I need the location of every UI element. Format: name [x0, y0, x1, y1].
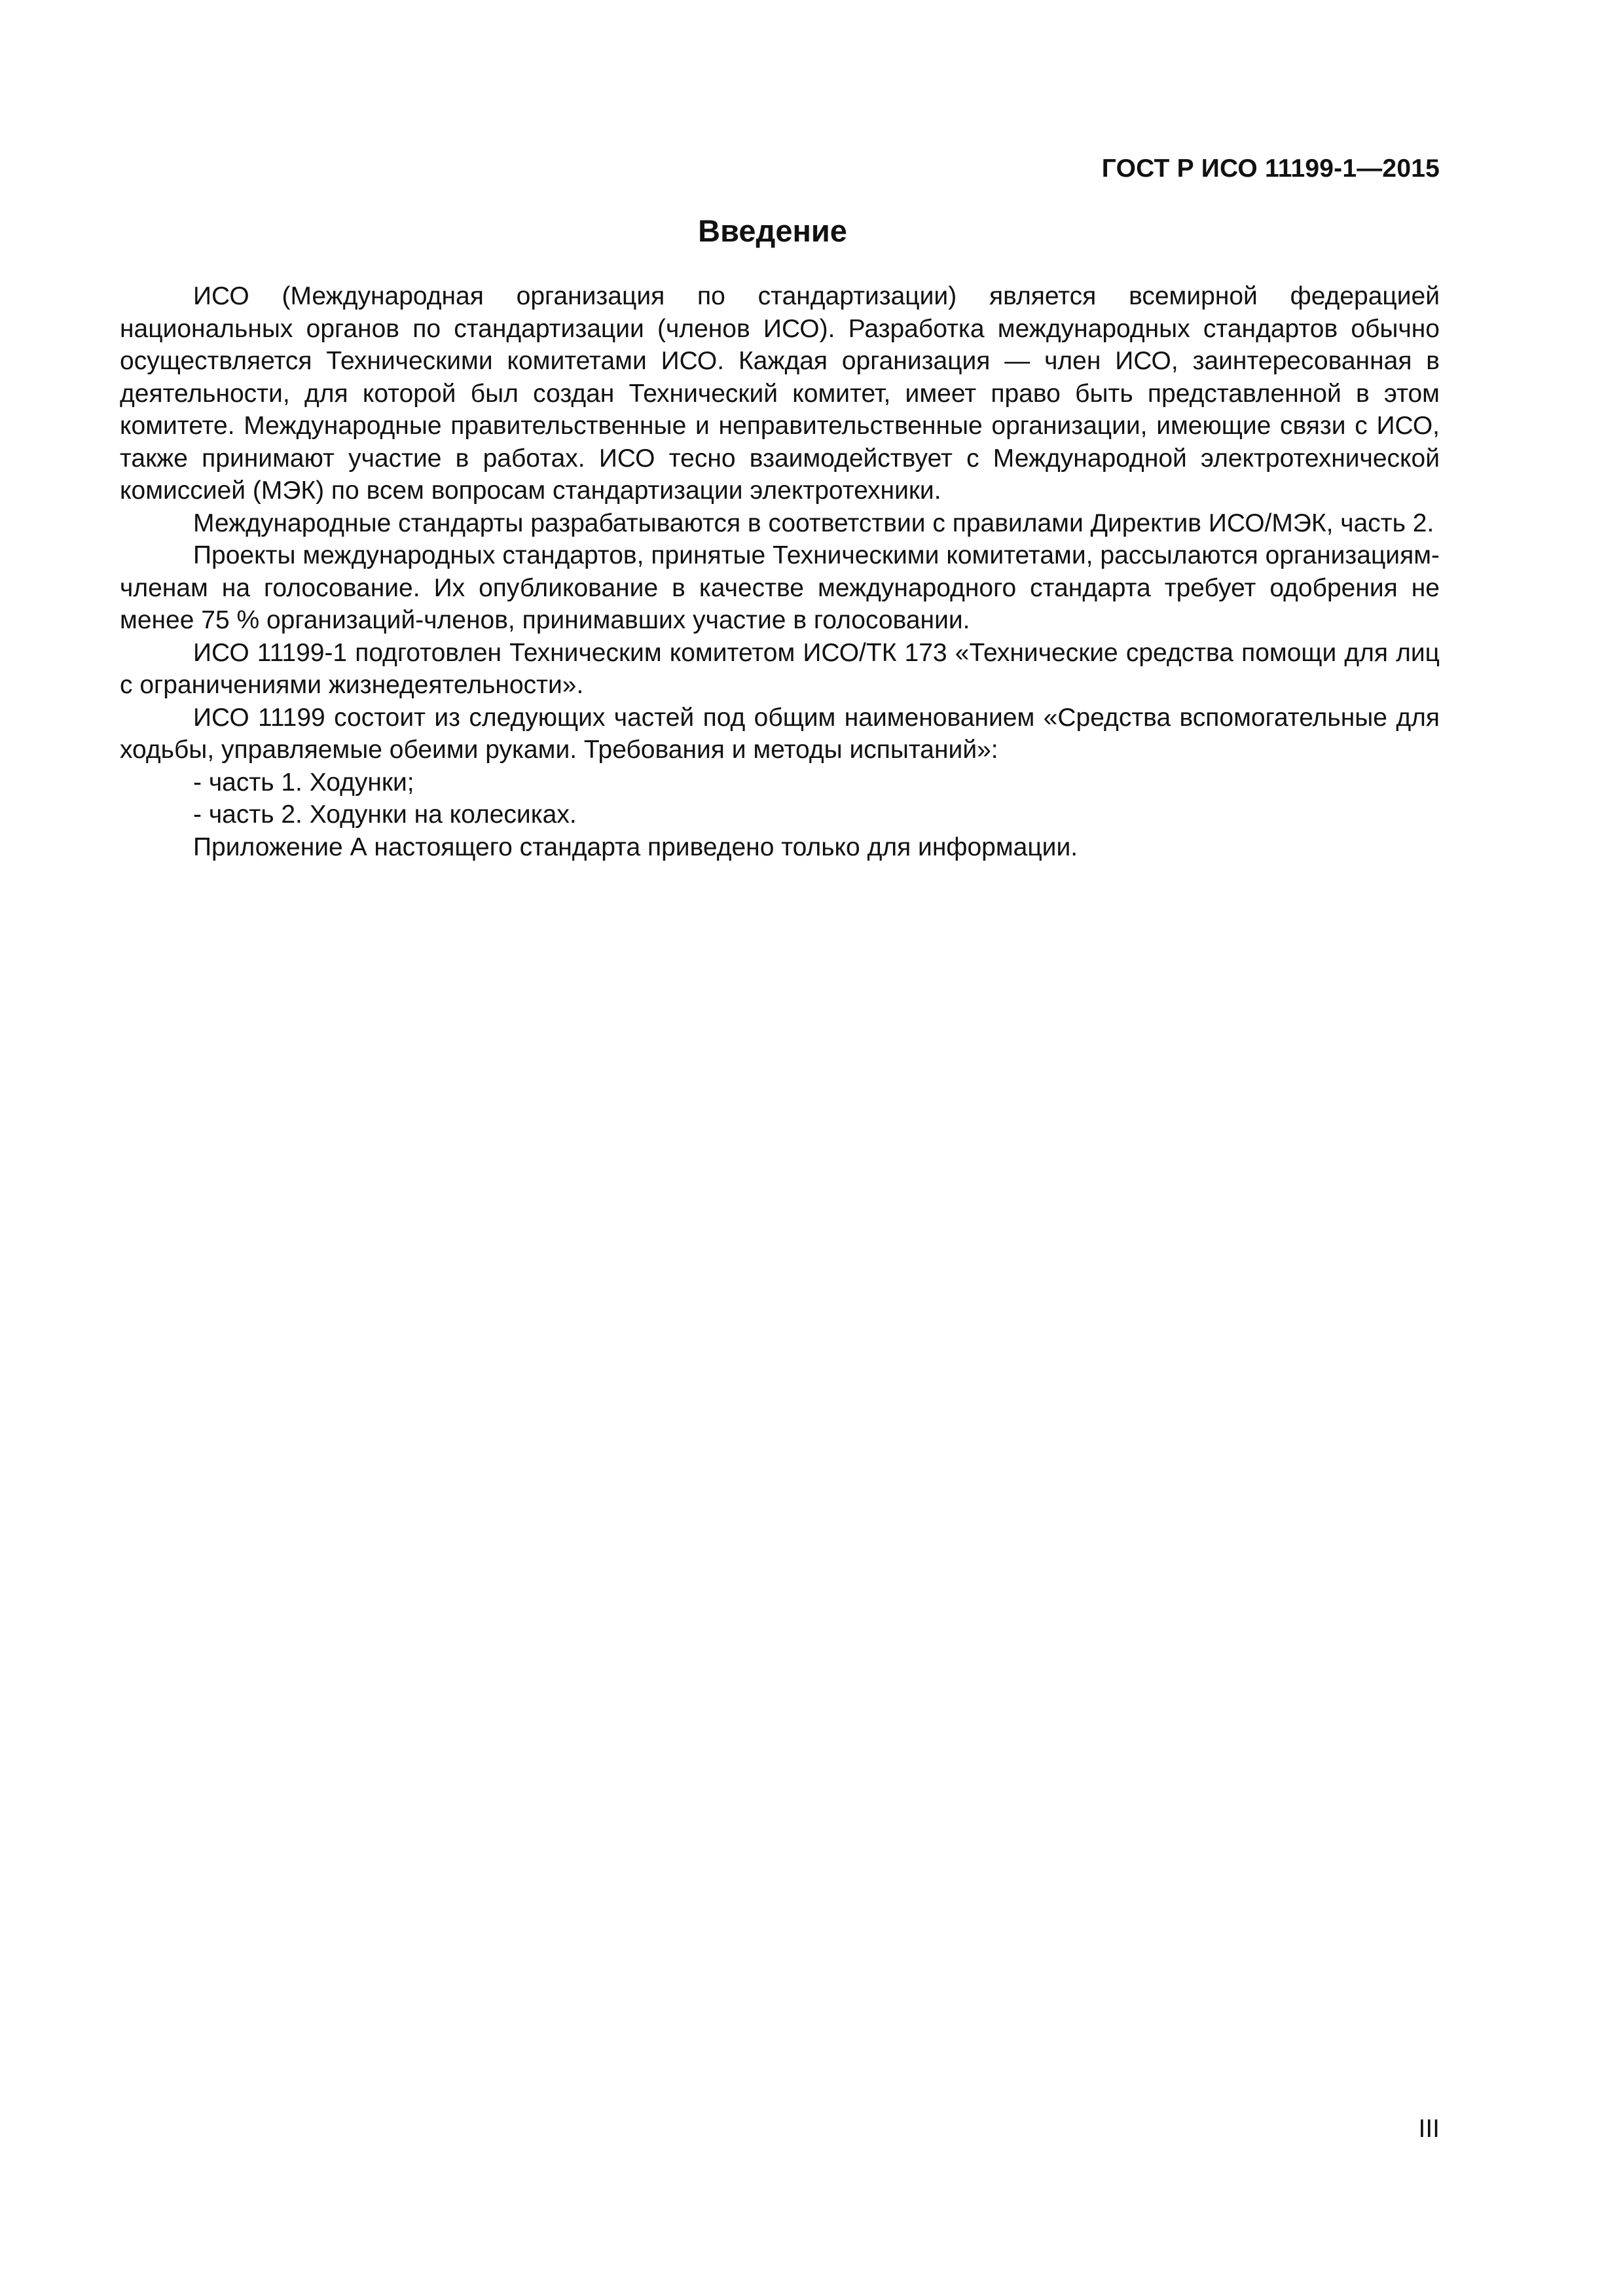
paragraph-parts-intro: ИСО 11199 состоит из следующих частей под общим наименованием «Средства вспомогательные для ходьбы, управляемые обеими руками. Требования и методы испытаний»:	[120, 703, 1440, 764]
paragraph-directives: Международные стандарты разрабатываются в соответствии с правилами Директив ИСО/МЭК, часть 2.	[193, 509, 1434, 537]
document-code: ГОСТ Р ИСО 11199-1—2015	[1101, 154, 1440, 183]
paragraph-iso-overview: ИСО (Международная организация по стандартизации) является всемирной федерацией национальных органов по стандартизации (членов ИСО). Разработка международных стандартов обычно осуществляется Техническими комитетами ИСО. Каждая организация — член ИСО, заинтересованная в деятельности, для которой был создан Технический комитет, имеет право быть представленной в этом комитете. Международные правительственные и неправительственные организации, имеющие связи с ИСО, также принимают участие в работах. ИСО тесно взаимодействует с Международной электротехнической комиссией (МЭК) по всем вопросам стандартизации электротехники.	[120, 282, 1440, 505]
document-body	[120, 280, 1440, 863]
list-item-part-1: - часть 1. Ходунки;	[193, 768, 414, 797]
paragraph-annex-note: Приложение А настоящего стандарта приведено только для информации.	[193, 833, 1078, 861]
page-number: III	[1418, 2115, 1440, 2143]
section-title: Введение	[698, 213, 847, 248]
paragraph-prepared-by: ИСО 11199-1 подготовлен Техническим комитетом ИСО/ТК 173 «Технические средства помощи для лиц с ограничениями жизнедеятельности».	[120, 638, 1440, 699]
paragraph-voting: Проекты международных стандартов, принятые Техническими комитетами, рассылаются организациям-членам на голосование. Их опубликование в качестве международного стандарта требует одобрения не менее 75 % организаций-членов, принимавших участие в голосовании.	[120, 541, 1440, 634]
list-item-part-2: - часть 2. Ходунки на колесиках.	[193, 800, 577, 829]
